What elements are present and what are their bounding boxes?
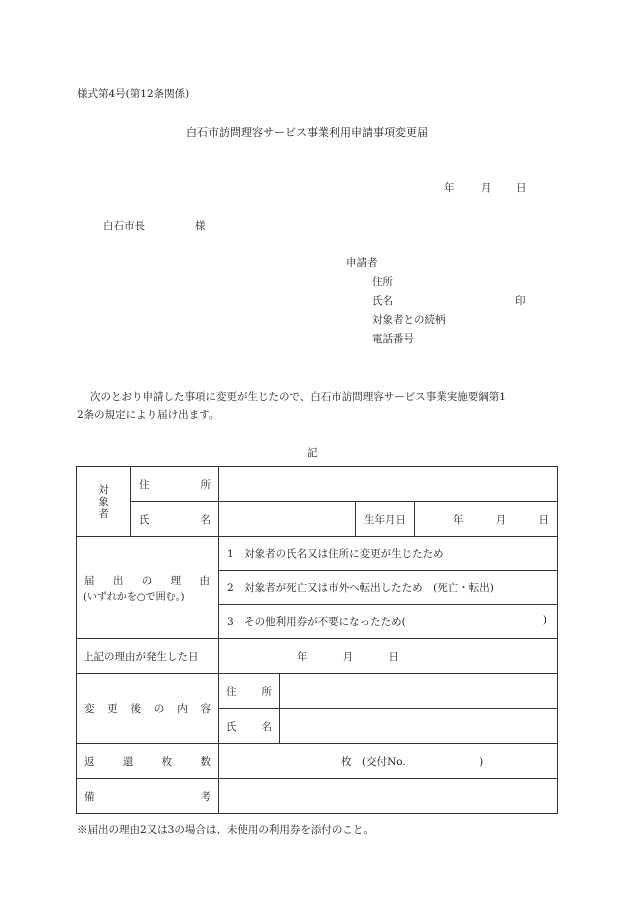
reason-note: (いずれかを○で囲む。) <box>83 591 185 603</box>
reason-option-1-text: 1 対象者の氏名又は住所に変更が生じたため <box>227 548 444 560</box>
char: の <box>141 574 153 587</box>
char: 更 <box>107 703 118 715</box>
changed-content-header <box>77 674 219 744</box>
char: 数 <box>200 755 211 768</box>
changed-name-field[interactable] <box>280 709 558 744</box>
reason-option-2[interactable] <box>219 571 558 605</box>
target-address-field[interactable] <box>219 467 558 502</box>
return-count-text: 枚 (交付No. <box>341 755 406 768</box>
return-count-field[interactable] <box>219 744 558 779</box>
applicant-name-label: 氏名 <box>372 295 393 307</box>
table-row <box>77 744 558 779</box>
birth-date-label: 生年月日 <box>356 502 415 537</box>
birth-year-label: 年 <box>453 513 464 526</box>
changed-address-field[interactable] <box>280 674 558 709</box>
reason-option-3[interactable] <box>219 605 558 639</box>
remarks-label <box>77 779 219 814</box>
reason-header <box>77 537 219 639</box>
char: 還 <box>122 755 134 768</box>
date-year-label: 年 <box>444 182 455 194</box>
document-title: 白石市訪問理容サービス事業利用申請事項変更届 <box>186 126 428 139</box>
target-person-header <box>77 467 131 537</box>
occurred-date-label: 上記の理由が発生した日 <box>77 639 219 674</box>
table-row <box>77 467 558 502</box>
reason-option-2-text: 2 対象者が死亡又は市外へ転出したため (死亡・転出) <box>227 582 494 594</box>
char: 容 <box>200 703 211 715</box>
addressee-name: 白石市長 <box>103 220 145 232</box>
char: 届 <box>84 574 95 587</box>
reason-option-1[interactable] <box>219 537 558 571</box>
char: の <box>153 703 165 715</box>
target-address-label <box>131 467 219 502</box>
applicant-relation-label: 対象者との続柄 <box>372 314 446 326</box>
char: 所 <box>261 685 272 698</box>
target-char: 対 <box>98 483 109 496</box>
char: 名 <box>261 720 272 733</box>
char: 出 <box>112 574 124 587</box>
target-name-label <box>131 502 219 537</box>
target-char: 象 <box>98 495 109 508</box>
reason-option-3-close: ) <box>542 614 547 626</box>
birth-date-field[interactable] <box>415 502 558 537</box>
table-row <box>77 502 558 537</box>
char: 後 <box>130 703 142 715</box>
birth-day-label: 日 <box>538 513 549 526</box>
char: 考 <box>200 790 211 803</box>
seal-mark: 印 <box>515 295 526 307</box>
reason-option-3-text: 3 その他利用券が不要になったため( <box>227 616 406 628</box>
form-number: 様式第4号(第12条関係) <box>77 88 190 100</box>
char: 由 <box>199 574 210 587</box>
birth-month-label: 月 <box>495 513 507 526</box>
table-row <box>77 674 558 709</box>
char: 理 <box>170 574 182 587</box>
char: 住 <box>226 685 237 698</box>
char: 氏 <box>226 720 237 733</box>
occurred-year-label: 年 <box>297 650 308 663</box>
target-char: 者 <box>98 507 109 520</box>
ki-heading: 記 <box>307 447 318 459</box>
occurred-date-field[interactable] <box>219 639 558 674</box>
addressee-honorific: 様 <box>195 220 206 232</box>
char: 名 <box>200 513 211 526</box>
form-table <box>76 466 558 814</box>
table-row <box>77 639 558 674</box>
char: 所 <box>200 478 211 491</box>
applicant-address-label: 住所 <box>372 276 393 288</box>
date-month-label: 月 <box>481 182 492 194</box>
occurred-day-label: 日 <box>388 650 399 663</box>
body-text-line2: 2条の規定により届け出ます。 <box>77 409 220 421</box>
return-count-label <box>77 744 219 779</box>
footnote: ※届出の理由2又は3の場合は、未使用の利用券を添付のこと。 <box>77 824 374 836</box>
body-text-line1: 次のとおり申請した事項に変更が生じたので、白石市訪問理容サービス事業実施要綱第1 <box>90 391 506 403</box>
remarks-field[interactable] <box>219 779 558 814</box>
char: 枚 <box>161 755 173 768</box>
char: 変 <box>84 703 95 715</box>
char: 氏 <box>139 513 150 526</box>
applicant-phone-label: 電話番号 <box>372 333 414 345</box>
changed-name-label <box>219 709 280 744</box>
char: 返 <box>84 755 95 768</box>
applicant-heading: 申請者 <box>346 257 378 269</box>
occurred-month-label: 月 <box>342 650 354 663</box>
table-row <box>77 779 558 814</box>
char: 住 <box>139 478 150 491</box>
char: 備 <box>84 790 95 803</box>
return-count-close: ) <box>479 755 484 768</box>
char: 内 <box>177 703 188 715</box>
table-row <box>77 537 558 571</box>
changed-address-label <box>219 674 280 709</box>
date-day-label: 日 <box>516 182 527 194</box>
target-name-field[interactable] <box>219 502 356 537</box>
